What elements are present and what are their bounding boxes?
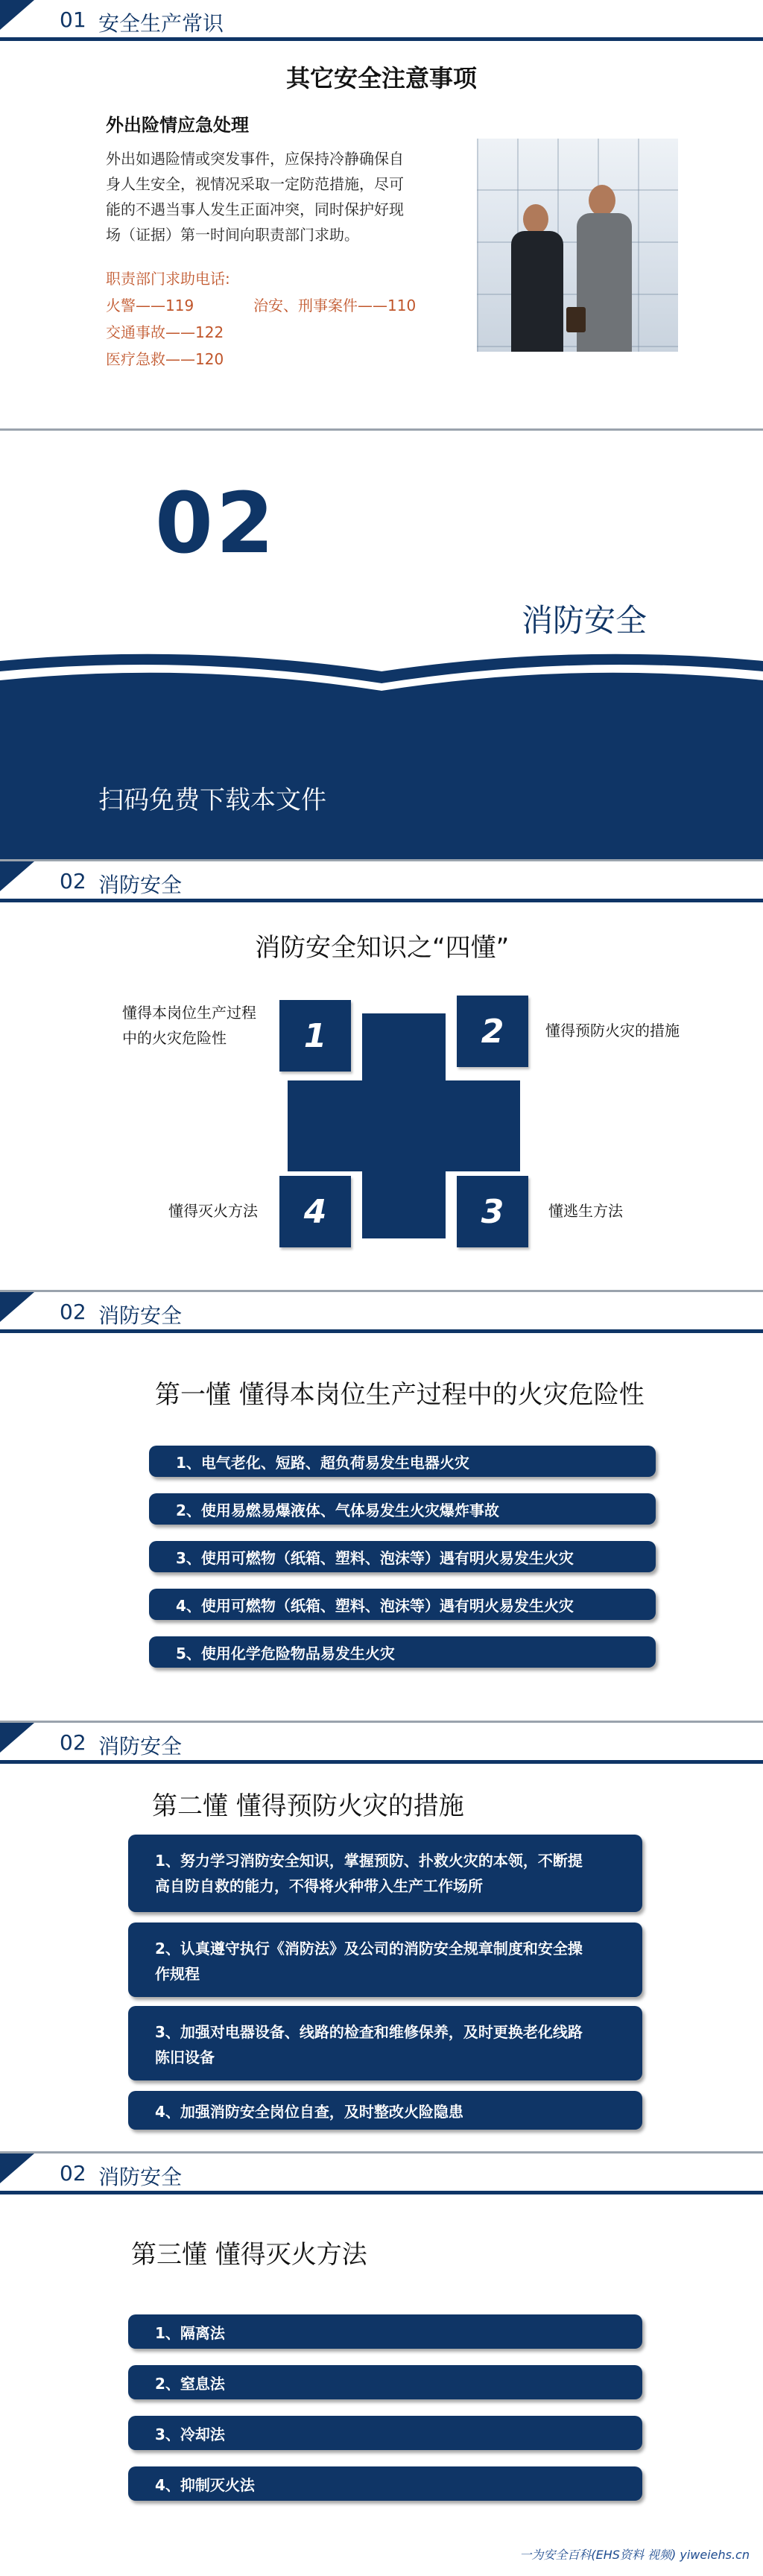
item-line: 1、努力学习消防安全知识，掌握预防、扑救火灾的本领，不断提 [155,1852,583,1870]
square-2: 2 [457,996,528,1067]
hazard-item: 1、电气老化、短路、超负荷易发生电器火灾 [149,1446,656,1477]
section-number: 02 [60,1730,86,1755]
body-line: 身人生安全，视情况采取一定防范措施，尽可 [106,175,404,193]
subtitle: 外出险情应急处理 [106,115,249,136]
header-triangle [0,1723,34,1753]
extinguish-method: 3、冷却法 [128,2416,642,2450]
hazard-item: 4、使用可燃物（纸箱、塑料、泡沫等）遇有明火易发生火灾 [149,1589,656,1620]
slide-title: 第一懂 懂得本岗位生产过程中的火灾危险性 [155,1380,645,1410]
prevention-item [128,2006,642,2080]
photo-person-body [511,231,563,352]
section-header [0,0,763,46]
square-4: 4 [279,1176,351,1247]
phone-medical: 医疗急救——120 [106,350,224,368]
header-rule [0,1760,763,1764]
slide-four-understandings [0,861,763,1290]
header-rule [0,899,763,902]
banner-body [0,673,763,859]
slide-title: 第三懂 懂得灭火方法 [131,2240,367,2270]
hazard-item: 5、使用化学危险物品易发生火灾 [149,1636,656,1668]
header-rule [0,2191,763,2194]
photo-person-head [523,204,548,234]
prevention-item [128,1835,642,1912]
item-line: 2、认真遵守执行《消防法》及公司的消防安全规章制度和安全操 [155,1940,583,1958]
section-header [0,861,763,908]
slide-title: 其它安全注意事项 [285,64,477,92]
section-number: 02 [60,1300,86,1324]
section-header [0,1292,763,1338]
phone-police: 治安、刑事案件——110 [253,297,417,314]
section-header [0,2153,763,2200]
item-line: 陈旧设备 [155,2048,215,2066]
phone-fire: 火警——119 [106,297,194,314]
label-1 [122,1000,256,1051]
slide-safety-common-sense [0,0,763,428]
hazard-item: 2、使用易燃易爆液体、气体易发生火灾爆炸事故 [149,1493,656,1525]
label-4: 懂得灭火方法 [168,1202,258,1220]
header-triangle [0,1292,34,1322]
cross-horizontal [288,1080,520,1171]
header-rule [0,37,763,41]
item-line: 3、加强对电器设备、线路的检查和维修保养，及时更换老化线路 [155,2023,583,2041]
section-name: 消防安全 [98,873,183,897]
section-number: 02 [60,2161,86,2186]
square-1: 1 [279,1000,351,1072]
body-text [106,146,456,247]
cover-section-title: 消防安全 [522,602,648,639]
section-name: 安全生产常识 [98,11,224,36]
business-photo [477,139,678,352]
big-section-number: 02 [155,475,277,572]
help-title: 职责部门求助电话: [106,270,230,288]
section-header [0,1723,763,1769]
label-line: 懂得本岗位生产过程 [122,1004,256,1022]
body-line: 能的不遇当事人发生正面冲突，同时保护好现 [106,200,404,218]
label-3: 懂逃生方法 [548,1202,623,1220]
slide-second-understanding [0,1723,763,2151]
photo-person-head [589,185,615,216]
book-banner [0,646,763,859]
header-triangle [0,861,34,891]
header-rule [0,1329,763,1333]
phone-traffic: 交通事故——122 [106,323,224,341]
label-2: 懂得预防火灾的措施 [545,1022,680,1039]
header-triangle [0,2153,34,2183]
footer-watermark[interactable]: 一为安全百科(EHS资料 视频) yiweiehs.cn [519,2548,750,2562]
section-name: 消防安全 [98,1303,183,1328]
section-name: 消防安全 [98,1734,183,1759]
body-line: 场（证据）第一时间向职责部门求助。 [106,226,359,244]
label-line: 中的火灾危险性 [122,1029,227,1047]
body-line: 外出如遇险情或突发事件，应保持冷静确保自 [106,150,404,168]
slide-fire-safety-cover [0,431,763,859]
square-3: 3 [457,1176,528,1247]
item-line: 高自防自救的能力，不得将火种带入生产工作场所 [155,1877,483,1895]
header-triangle [0,0,34,30]
section-number: 01 [60,7,86,32]
slide-first-understanding [0,1292,763,1721]
download-banner-text[interactable]: 扫码免费下载本文件 [98,785,326,815]
photo-briefcase [566,307,586,332]
section-number: 02 [60,869,86,893]
slide-title: 消防安全知识之“四懂” [255,933,510,963]
section-name: 消防安全 [98,2165,183,2189]
item-line: 作规程 [155,1965,200,1983]
slide-title: 第二懂 懂得预防火灾的措施 [152,1791,464,1821]
prevention-item: 4、加强消防安全岗位自查，及时整改火险隐患 [128,2091,642,2130]
slide-third-understanding [0,2153,763,2576]
extinguish-method: 2、窒息法 [128,2365,642,2399]
extinguish-method: 1、隔离法 [128,2314,642,2349]
hazard-item: 3、使用可燃物（纸箱、塑料、泡沫等）遇有明火易发生火灾 [149,1541,656,1572]
prevention-item [128,1922,642,1997]
extinguish-method: 4、抑制灭火法 [128,2466,642,2501]
